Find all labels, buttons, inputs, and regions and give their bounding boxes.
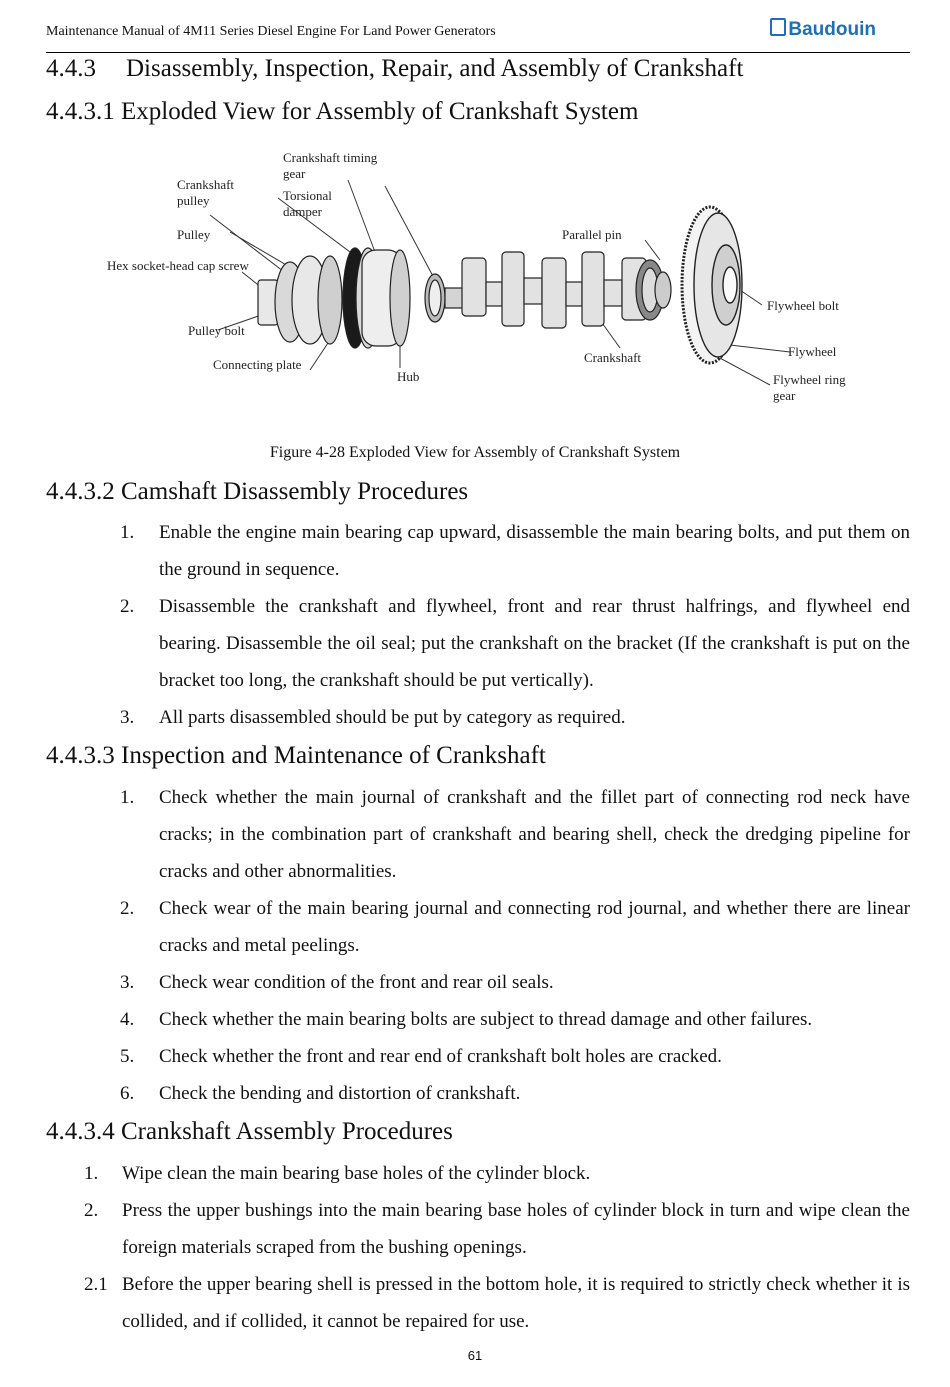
list-item (46, 1075, 910, 1112)
item-text: Check whether the main bearing bolts are subject to thread damage and other failures. (159, 1009, 813, 1030)
baudouin-logo (770, 18, 876, 41)
label-crankshaft: Crankshaft (584, 350, 642, 365)
label-crankshaft-timing-gear: Crankshaft timing gear (283, 150, 378, 181)
list-item (46, 588, 910, 699)
item-number: 5. (120, 1046, 135, 1067)
section-title: Disassembly, Inspection, Repair, and Assembly of Crankshaft (126, 55, 744, 82)
list-item (46, 779, 910, 890)
label-hub: Hub (397, 369, 420, 384)
list-item (46, 964, 910, 1001)
section-heading-4-4-3-2: 4.4.3.2 Camshaft Disassembly Procedures (46, 478, 469, 505)
item-text: Press the upper bushings into the main bearing base holes of cylinder block in turn and wipe clean the foreign materials scraped from the bushing openings. (122, 1200, 910, 1258)
item-number: 6. (120, 1083, 135, 1104)
label-flywheel-ring-gear: Flywheel ring gear (773, 372, 846, 403)
page-number: 61 (467, 1348, 483, 1363)
section-number: 4.4.3 (46, 55, 96, 82)
logo-text: Baudouin (788, 19, 876, 40)
item-text: Check whether the main journal of crankshaft and the fillet part of connecting rod neck have cracks; in the combination part of crankshaft and bearing shell, check the dredging pipeline for cracks and other abnormalities. (159, 787, 910, 882)
item-number: 1. (120, 522, 135, 543)
item-text: Check whether the front and rear end of crankshaft bolt holes are cracked. (159, 1046, 722, 1067)
disassembly-steps-list (46, 514, 910, 736)
label-parallel-pin: Parallel pin (562, 227, 622, 242)
item-number: 4. (120, 1009, 135, 1030)
item-number: 3. (120, 972, 135, 993)
item-text: Disassemble the crankshaft and flywheel, front and rear thrust halfrings, and flywheel end bearing. Disassemble the oil seal; put the crankshaft on the bracket (If the crankshaft is put on the bracket too long, the crankshaft should be put vertically). (159, 596, 910, 691)
item-number: 1. (84, 1163, 99, 1184)
item-number: 2. (84, 1200, 99, 1221)
label-flywheel: Flywheel (788, 344, 837, 359)
section-heading-4-4-3-4: 4.4.3.4 Crankshaft Assembly Procedures (46, 1118, 453, 1145)
inspection-steps-list (46, 779, 910, 1112)
logo-mark-icon (770, 18, 786, 36)
item-number: 3. (120, 707, 135, 728)
header-rule (46, 52, 910, 53)
item-number: 1. (120, 787, 135, 808)
figure-caption: Figure 4-28 Exploded View for Assembly of Crankshaft System (269, 444, 681, 461)
list-item (46, 1038, 910, 1075)
item-text: Enable the engine main bearing cap upward, disassemble the main bearing bolts, and put them on the ground in sequence. (159, 522, 910, 580)
list-item (46, 699, 910, 736)
label-torsional-damper: Torsional damper (283, 188, 332, 219)
item-number: 2. (120, 596, 135, 617)
list-item (46, 1192, 910, 1266)
list-item (46, 1266, 910, 1340)
page-header (46, 19, 910, 54)
label-hex-socket-head-cap-screw: Hex socket-head cap screw (107, 258, 249, 273)
item-text: Before the upper bearing shell is pressed in the bottom hole, it is required to strictly check whether it is collided, and if collided, it cannot be repaired for use. (122, 1274, 910, 1332)
item-text: Wipe clean the main bearing base holes of the cylinder block. (122, 1163, 591, 1184)
item-text: Check the bending and distortion of crankshaft. (159, 1083, 521, 1104)
manual-title: Maintenance Manual of 4M11 Series Diesel Engine For Land Power Generators (46, 24, 496, 39)
item-text: All parts disassembled should be put by category as required. (159, 707, 626, 728)
label-pulley: Pulley (177, 227, 211, 242)
label-crankshaft-pulley: Crankshaft pulley (177, 177, 235, 208)
exploded-view-figure (100, 140, 870, 430)
item-text: Check wear condition of the front and rear oil seals. (159, 972, 554, 993)
list-item (46, 890, 910, 964)
label-pulley-bolt: Pulley bolt (188, 323, 245, 338)
section-heading-4-4-3-3: 4.4.3.3 Inspection and Maintenance of Crankshaft (46, 742, 546, 769)
label-flywheel-bolt: Flywheel bolt (767, 298, 839, 313)
item-number: 2.1 (84, 1274, 108, 1295)
item-text: Check wear of the main bearing journal and connecting rod journal, and whether there are linear cracks and metal peelings. (159, 898, 910, 956)
section-heading-4-4-3-1: 4.4.3.1 Exploded View for Assembly of Crankshaft System (46, 98, 639, 125)
assembly-steps-list (46, 1155, 910, 1340)
list-item (46, 1001, 910, 1038)
item-number: 2. (120, 898, 135, 919)
list-item (46, 1155, 910, 1192)
label-connecting-plate: Connecting plate (213, 357, 302, 372)
list-item (46, 514, 910, 588)
section-heading-4-4-3 (46, 54, 743, 84)
